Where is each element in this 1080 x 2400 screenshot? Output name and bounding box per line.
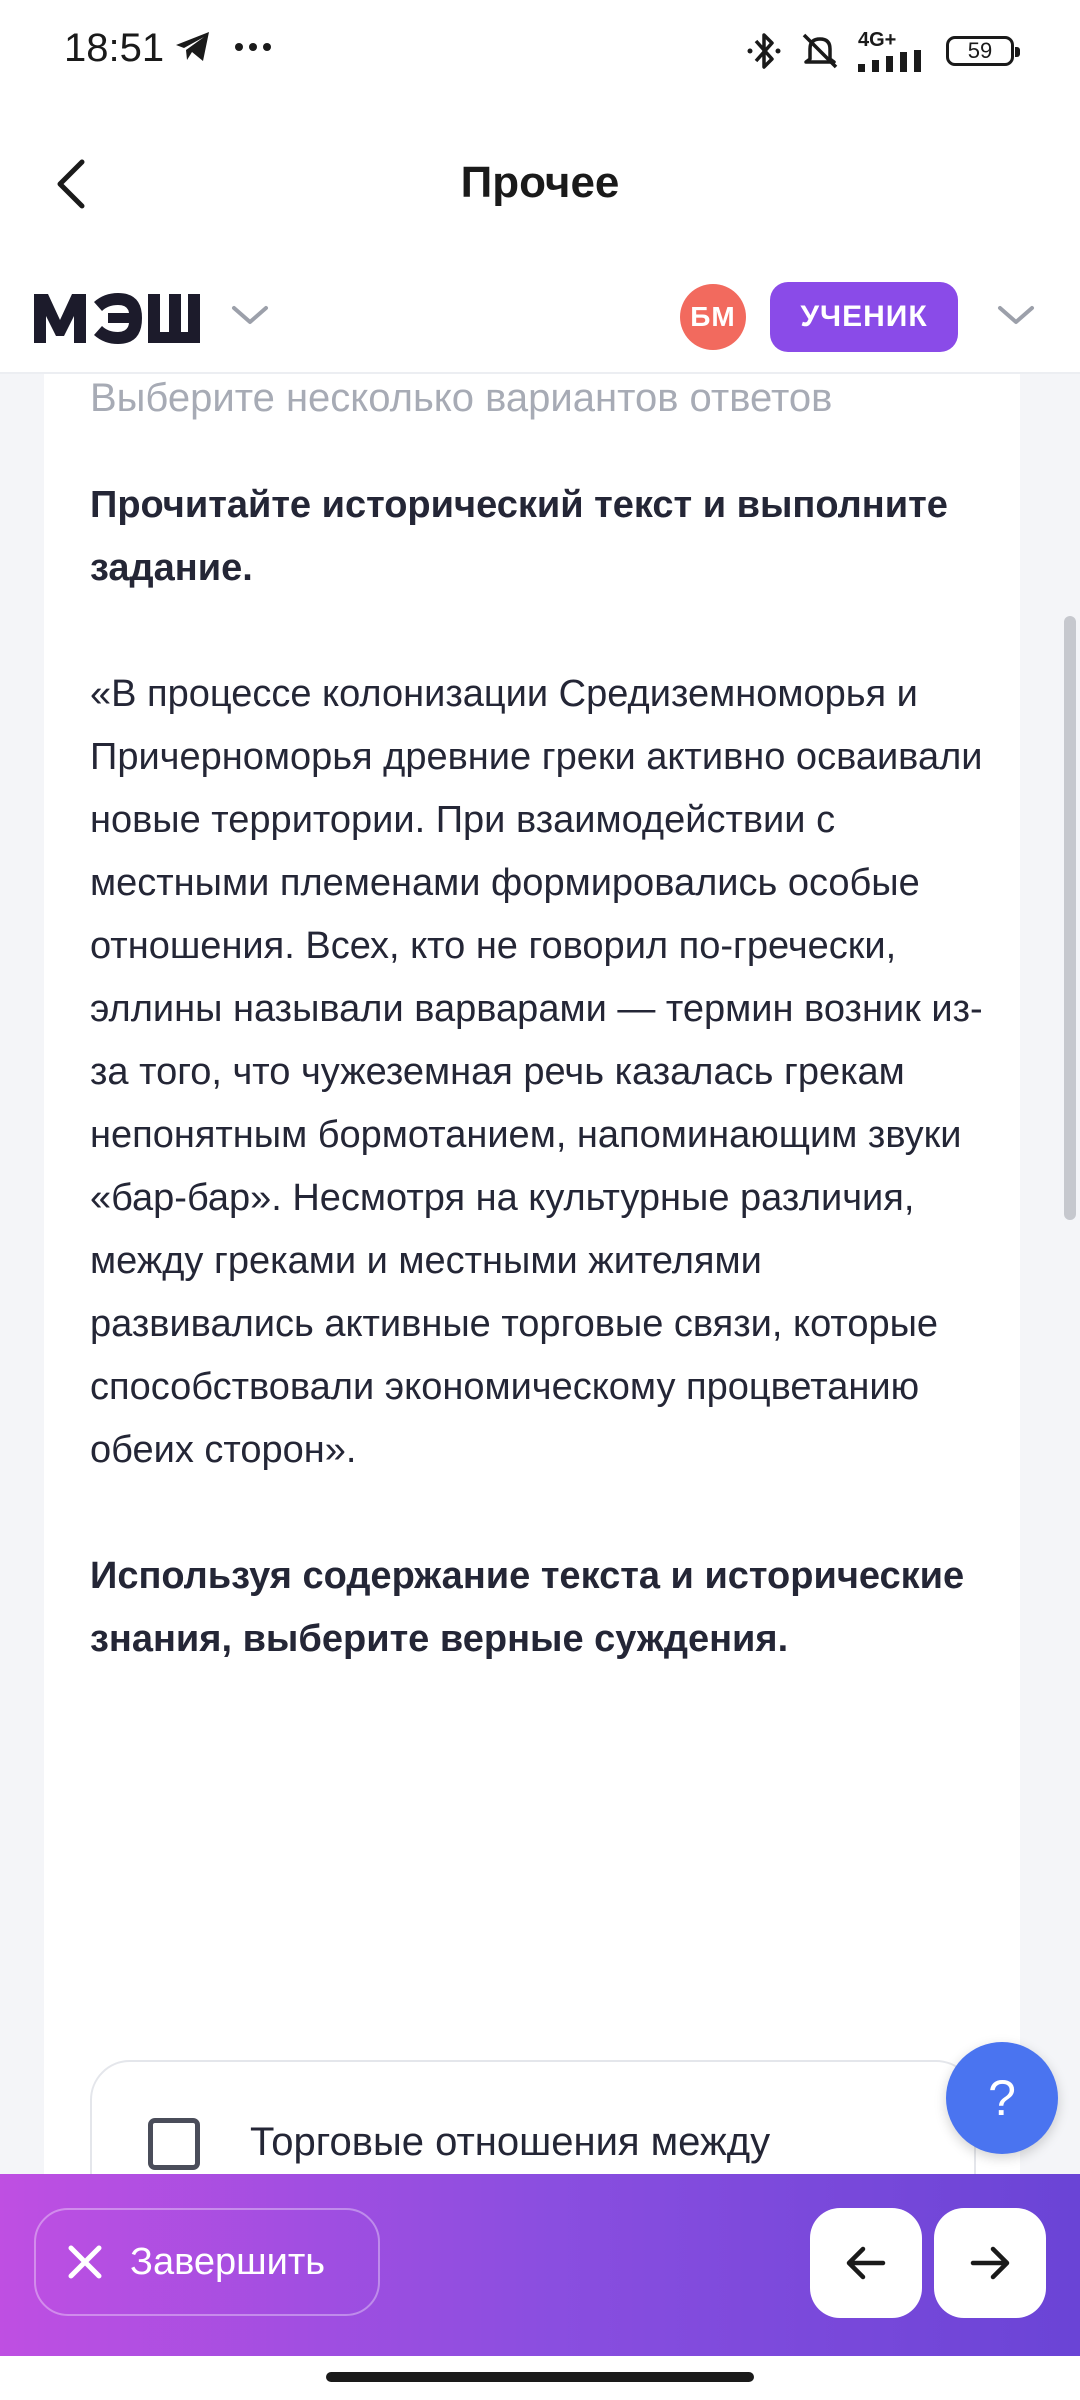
role-button[interactable]: УЧЕНИК	[770, 282, 958, 352]
mesh-logo[interactable]	[32, 288, 202, 348]
previous-button[interactable]	[810, 2208, 922, 2318]
chevron-down-icon[interactable]	[996, 304, 1036, 328]
finish-button[interactable]	[34, 2208, 380, 2316]
close-icon	[66, 2243, 104, 2281]
next-button[interactable]	[934, 2208, 1046, 2318]
battery-icon	[946, 36, 1014, 66]
more-icon	[234, 42, 272, 52]
task-question: Используя содержание текста и исторические знания, выберите верные суждения.	[90, 1555, 965, 1660]
avatar[interactable]: БМ	[680, 284, 746, 350]
battery-level: 59	[967, 38, 993, 63]
status-left-icons	[174, 30, 272, 64]
task-instruction: Прочитайте исторический текст и выполните задание.	[90, 484, 948, 589]
task-passage: «В процессе колонизации Средиземноморья и Причерноморья древние греки активно осваивали новые территории. При взаимодействии с местными племенами формировались особые отношения. Всех, кто не говорил по-гречески, эллины называли варварами — термин возник из-за того, что чужеземная речь казалась грекам непонятным бормотанием, напоминающим звуки «бар-бар». Несмотря на культурные различия, между греками и местными жителями развивались активные торговые связи, которые способствовали экономическому процветанию обеих сторон».	[90, 673, 983, 1471]
scrollbar[interactable]	[1064, 616, 1076, 1220]
option-label: Торговые отношения между	[250, 2120, 771, 2164]
arrow-left-icon	[845, 2245, 887, 2281]
status-right-icons	[746, 30, 1014, 72]
system-navigation-bar	[0, 2356, 1080, 2400]
signal-icon	[858, 50, 928, 72]
telegram-icon	[174, 30, 212, 64]
arrow-right-icon	[969, 2245, 1011, 2281]
network-type: 4G+	[858, 29, 897, 51]
task-text	[90, 474, 990, 1671]
home-indicator[interactable]	[326, 2372, 754, 2382]
finish-label: Завершить	[130, 2240, 326, 2283]
bluetooth-icon	[746, 31, 782, 71]
help-button[interactable]: ?	[946, 2042, 1058, 2154]
status-time: 18:51	[64, 26, 165, 70]
status-bar	[0, 0, 1080, 104]
mute-icon	[800, 31, 840, 71]
app-header	[0, 264, 1080, 374]
answer-hint: Выберите несколько вариантов ответов	[90, 376, 833, 420]
bottom-bar	[0, 2174, 1080, 2356]
option-checkbox[interactable]	[148, 2118, 200, 2170]
title-bar	[0, 104, 1080, 264]
chevron-down-icon[interactable]	[230, 304, 270, 328]
page-title: Прочее	[460, 158, 620, 207]
network-indicator	[858, 30, 928, 72]
